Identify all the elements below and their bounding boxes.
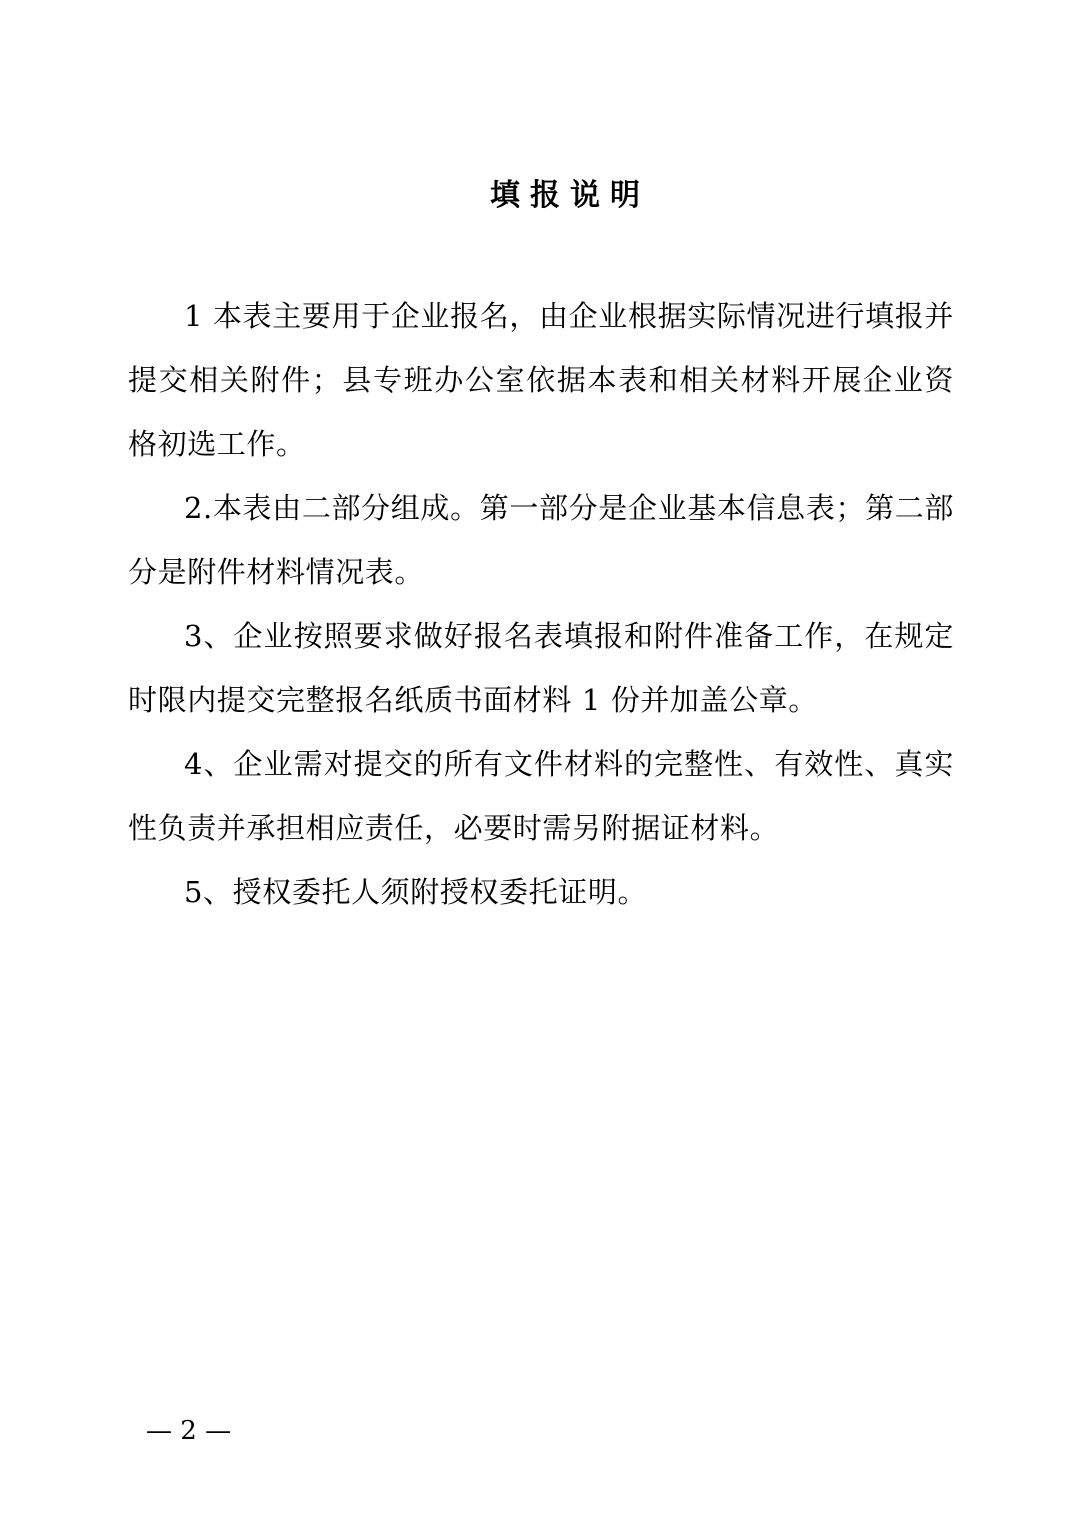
instruction-paragraph-3: 3、企业按照要求做好报名表填报和附件准备工作，在规定时限内提交完整报名纸质书面材料 1 份并加盖公章。: [128, 619, 954, 717]
instruction-paragraph-2: 2.本表由二部分组成。第一部分是企业基本信息表；第二部分是附件材料情况表。: [128, 491, 954, 589]
document-title: 填报说明: [490, 178, 650, 213]
instructions-body: [128, 284, 954, 924]
instruction-paragraph-1: 1 本表主要用于企业报名，由企业根据实际情况进行填报并提交相关附件；县专班办公室依据本表和相关材料开展企业资格初选工作。: [128, 299, 954, 461]
instruction-paragraph-4: 4、企业需对提交的所有文件材料的完整性、有效性、真实性负责并承担相应责任，必要时需另附据证材料。: [128, 747, 954, 845]
instruction-paragraph-5: 5、授权委托人须附授权委托证明。: [184, 875, 648, 909]
page-number: — 2 —: [146, 1416, 232, 1446]
